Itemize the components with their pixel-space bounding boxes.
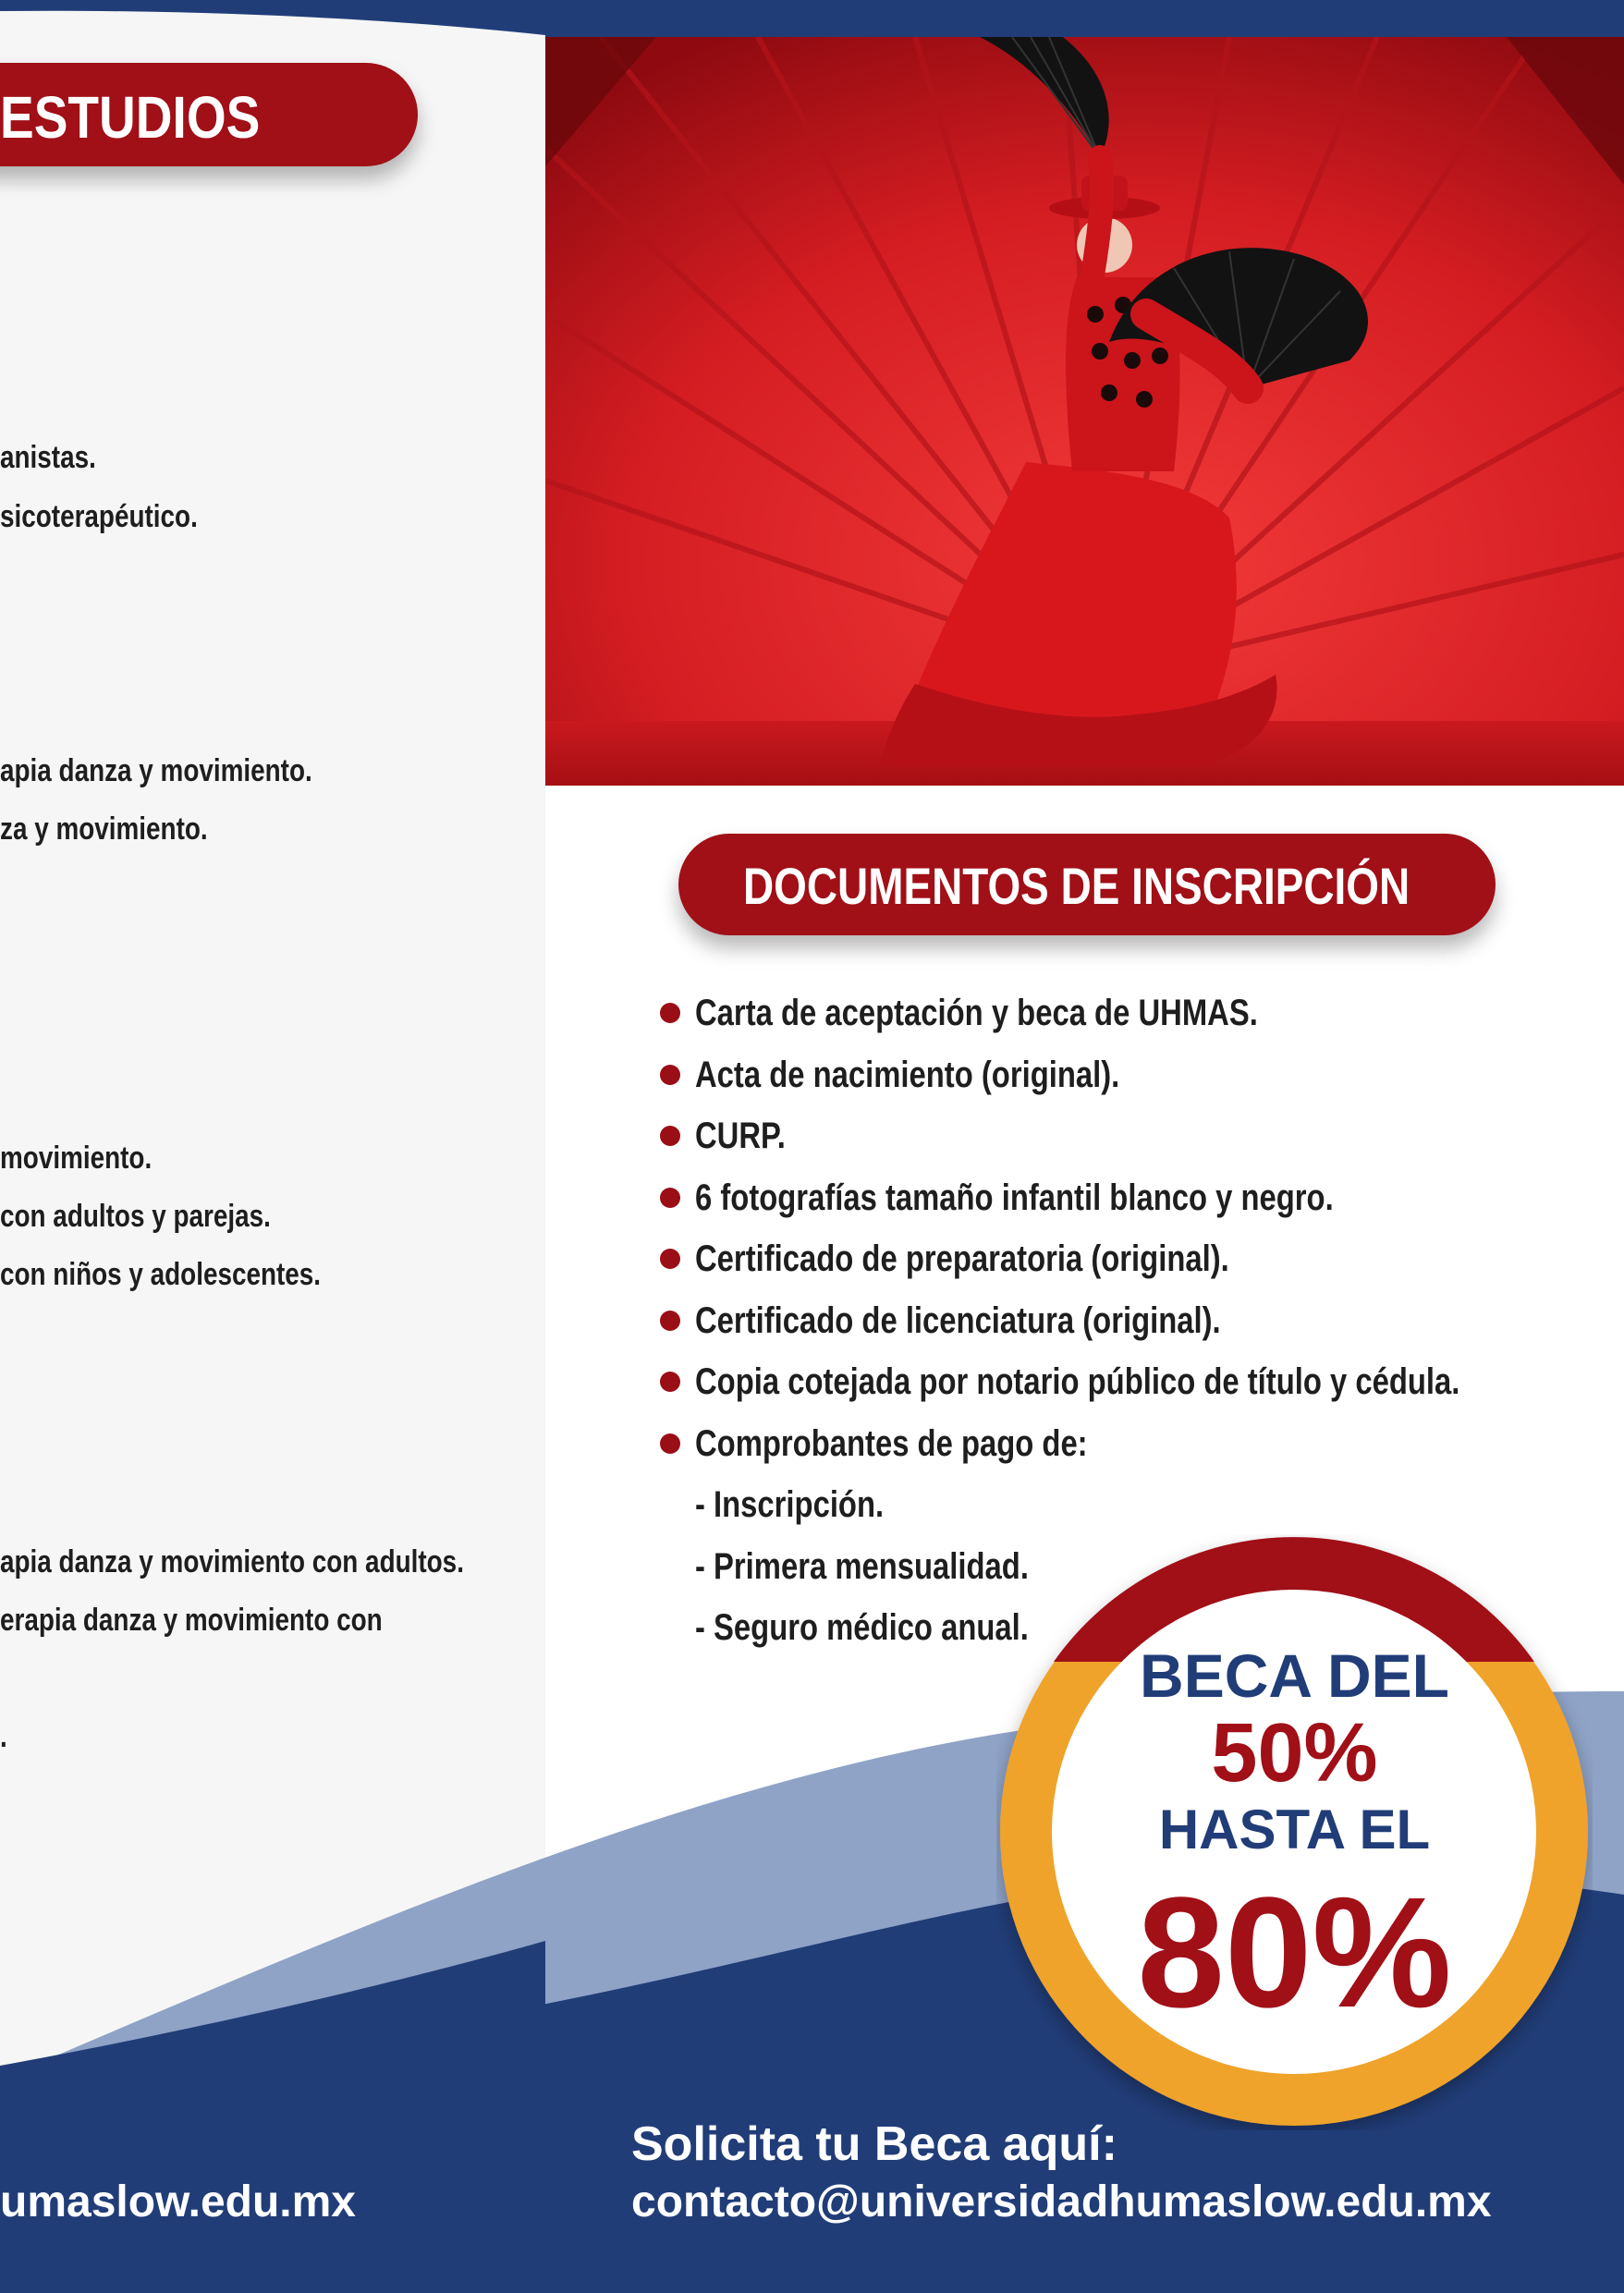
- left-line: anistas.: [0, 440, 96, 475]
- documents-heading-pill: [678, 834, 1496, 935]
- document-item-text: CURP.: [695, 1116, 786, 1156]
- document-item-text: Copia cotejada por notario público de título y cédula.: [695, 1361, 1460, 1402]
- payment-item-text: - Inscripción.: [695, 1484, 885, 1525]
- flamenco-dancer-photo: [545, 37, 1624, 786]
- document-item-text: Certificado de preparatoria (original).: [695, 1238, 1229, 1279]
- scholarship-badge: [996, 1534, 1593, 2130]
- left-line: za y movimiento.: [0, 811, 208, 847]
- studies-heading-pill: [0, 63, 418, 166]
- documents-heading: DOCUMENTOS DE INSCRIPCIÓN: [743, 857, 1410, 915]
- contact-email-link[interactable]: contacto@universidadhumaslow.edu.mx: [631, 2177, 1492, 2226]
- badge-line2: 50%: [1211, 1707, 1378, 1799]
- bullet-icon: [660, 1311, 680, 1331]
- left-line: apia danza y movimiento con adultos.: [0, 1544, 464, 1579]
- footer-website-fragment[interactable]: umaslow.edu.mx: [0, 2177, 356, 2226]
- bullet-icon: [660, 1126, 680, 1146]
- left-line: .: [0, 1719, 7, 1754]
- badge-line1: BECA DEL: [1140, 1641, 1449, 1710]
- flamenco-dancer-image: [545, 37, 1624, 786]
- badge-line4: 80%: [1137, 1865, 1452, 2041]
- left-line: sicoterapéutico.: [0, 499, 198, 534]
- bullet-icon: [660, 1372, 680, 1392]
- bullet-icon: [660, 1249, 680, 1269]
- studies-heading: ESTUDIOS: [0, 84, 261, 151]
- document-item-text: Acta de nacimiento (original).: [695, 1054, 1120, 1095]
- payment-item-text: - Seguro médico anual.: [695, 1607, 1029, 1648]
- badge-line3: HASTA EL: [1158, 1799, 1431, 1860]
- bullet-icon: [660, 1188, 680, 1208]
- document-item-text: Comprobantes de pago de:: [695, 1422, 1088, 1464]
- bullet-icon: [660, 1065, 680, 1085]
- scholarship-cta: Solicita tu Beca aquí:: [631, 2117, 1117, 2171]
- bullet-icon: [660, 1433, 680, 1454]
- left-line: movimiento.: [0, 1140, 153, 1176]
- document-item-text: Certificado de licenciatura (original).: [695, 1299, 1221, 1341]
- document-item-text: Carta de aceptación y beca de UHMAS.: [695, 993, 1258, 1033]
- left-line: apia danza y movimiento.: [0, 753, 312, 788]
- payment-item-text: - Primera mensualidad.: [695, 1545, 1029, 1587]
- bullet-icon: [660, 1003, 680, 1023]
- left-line: erapia danza y movimiento con: [0, 1603, 383, 1638]
- document-item-text: 6 fotografías tamaño infantil blanco y negro.: [695, 1177, 1334, 1218]
- left-line: con adultos y parejas.: [0, 1199, 271, 1234]
- left-line: con niños y adolescentes.: [0, 1257, 322, 1292]
